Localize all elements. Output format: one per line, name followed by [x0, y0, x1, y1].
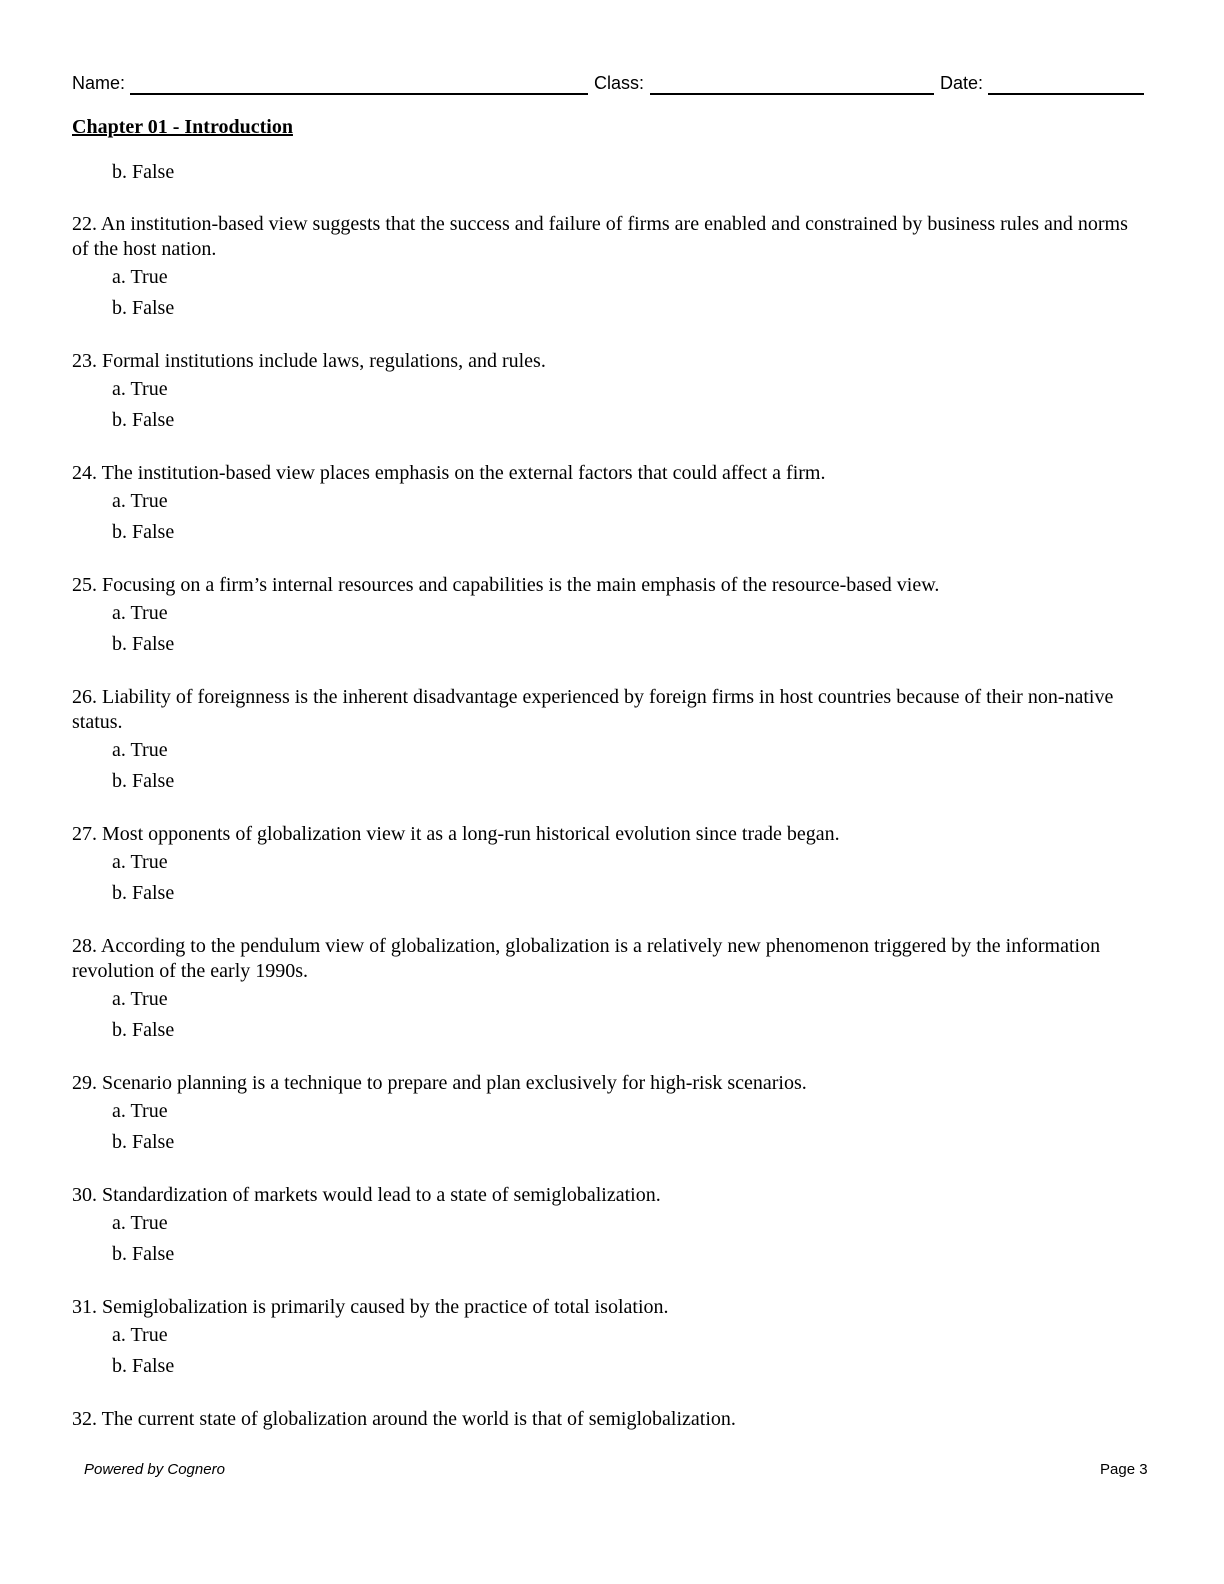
question-text: 22. An institution-based view suggests that the success and failure of firms are enabled and constrained by business rules and norms of the host nation.	[72, 213, 1128, 260]
option-true: a. True	[112, 1324, 168, 1346]
option-false: b. False	[112, 882, 175, 904]
question-27	[72, 822, 1144, 906]
question-list	[72, 160, 1144, 1432]
name-field-line[interactable]	[130, 93, 588, 95]
question-22	[72, 212, 1144, 321]
question-text: 25. Focusing on a firm’s internal resources and capabilities is the main emphasis of the resource-based view.	[72, 574, 940, 596]
option-true: a. True	[112, 602, 168, 624]
question-text: 23. Formal institutions include laws, regulations, and rules.	[72, 350, 546, 372]
question-31	[72, 1295, 1144, 1379]
class-label: Class:	[594, 73, 645, 93]
question-23	[72, 349, 1144, 433]
option-true: a. True	[112, 1212, 168, 1234]
question-text: 24. The institution-based view places emphasis on the external factors that could affect a firm.	[72, 462, 826, 484]
question-text: 30. Standardization of markets would lead to a state of semiglobalization.	[72, 1184, 661, 1206]
question-text: 27. Most opponents of globalization view it as a long-run historical evolution since trade began.	[72, 823, 840, 845]
option-true: a. True	[112, 378, 168, 400]
option-false: b. False	[112, 1131, 175, 1153]
option-false: b. False	[112, 521, 175, 543]
question-32	[72, 1407, 1144, 1432]
option-true: a. True	[112, 851, 168, 873]
option-false: b. False	[112, 770, 175, 792]
question-text: 29. Scenario planning is a technique to prepare and plan exclusively for high-risk scenarios.	[72, 1072, 807, 1094]
question-text: 31. Semiglobalization is primarily caused by the practice of total isolation.	[72, 1296, 669, 1318]
question-28	[72, 934, 1144, 1043]
option-true: a. True	[112, 988, 168, 1010]
option-false: b. False	[112, 1355, 175, 1377]
option-true: a. True	[112, 1100, 168, 1122]
page-number: Page 3	[1100, 1461, 1148, 1478]
option-true: a. True	[112, 490, 168, 512]
question-text: 26. Liability of foreignness is the inherent disadvantage experienced by foreign firms in host countries because of their non-native status.	[72, 686, 1114, 733]
header-row	[72, 72, 1144, 98]
option-true: a. True	[112, 739, 168, 761]
option-true: a. True	[112, 266, 168, 288]
question-30	[72, 1183, 1144, 1267]
date-label: Date:	[940, 73, 984, 93]
date-field-line[interactable]	[988, 93, 1144, 95]
option-false: b. False	[112, 409, 175, 431]
class-field-line[interactable]	[650, 93, 934, 95]
chapter-title: Chapter 01 - Introduction	[72, 116, 293, 138]
question-text: 28. According to the pendulum view of globalization, globalization is a relatively new phenomenon triggered by the information revolution of the early 1990s.	[72, 935, 1101, 982]
question-29	[72, 1071, 1144, 1155]
name-label: Name:	[72, 73, 126, 93]
option-false: b. False	[112, 1019, 175, 1041]
option-false: b. False	[112, 633, 175, 655]
option-false: b. False	[112, 1243, 175, 1265]
option-false: b. False	[112, 297, 175, 319]
carryover-option: b. False	[112, 161, 175, 183]
question-25	[72, 573, 1144, 657]
question-text: 32. The current state of globalization around the world is that of semiglobalization.	[72, 1408, 736, 1430]
question-26	[72, 685, 1144, 794]
question-24	[72, 461, 1144, 545]
powered-by-footer: Powered by Cognero	[84, 1461, 225, 1478]
